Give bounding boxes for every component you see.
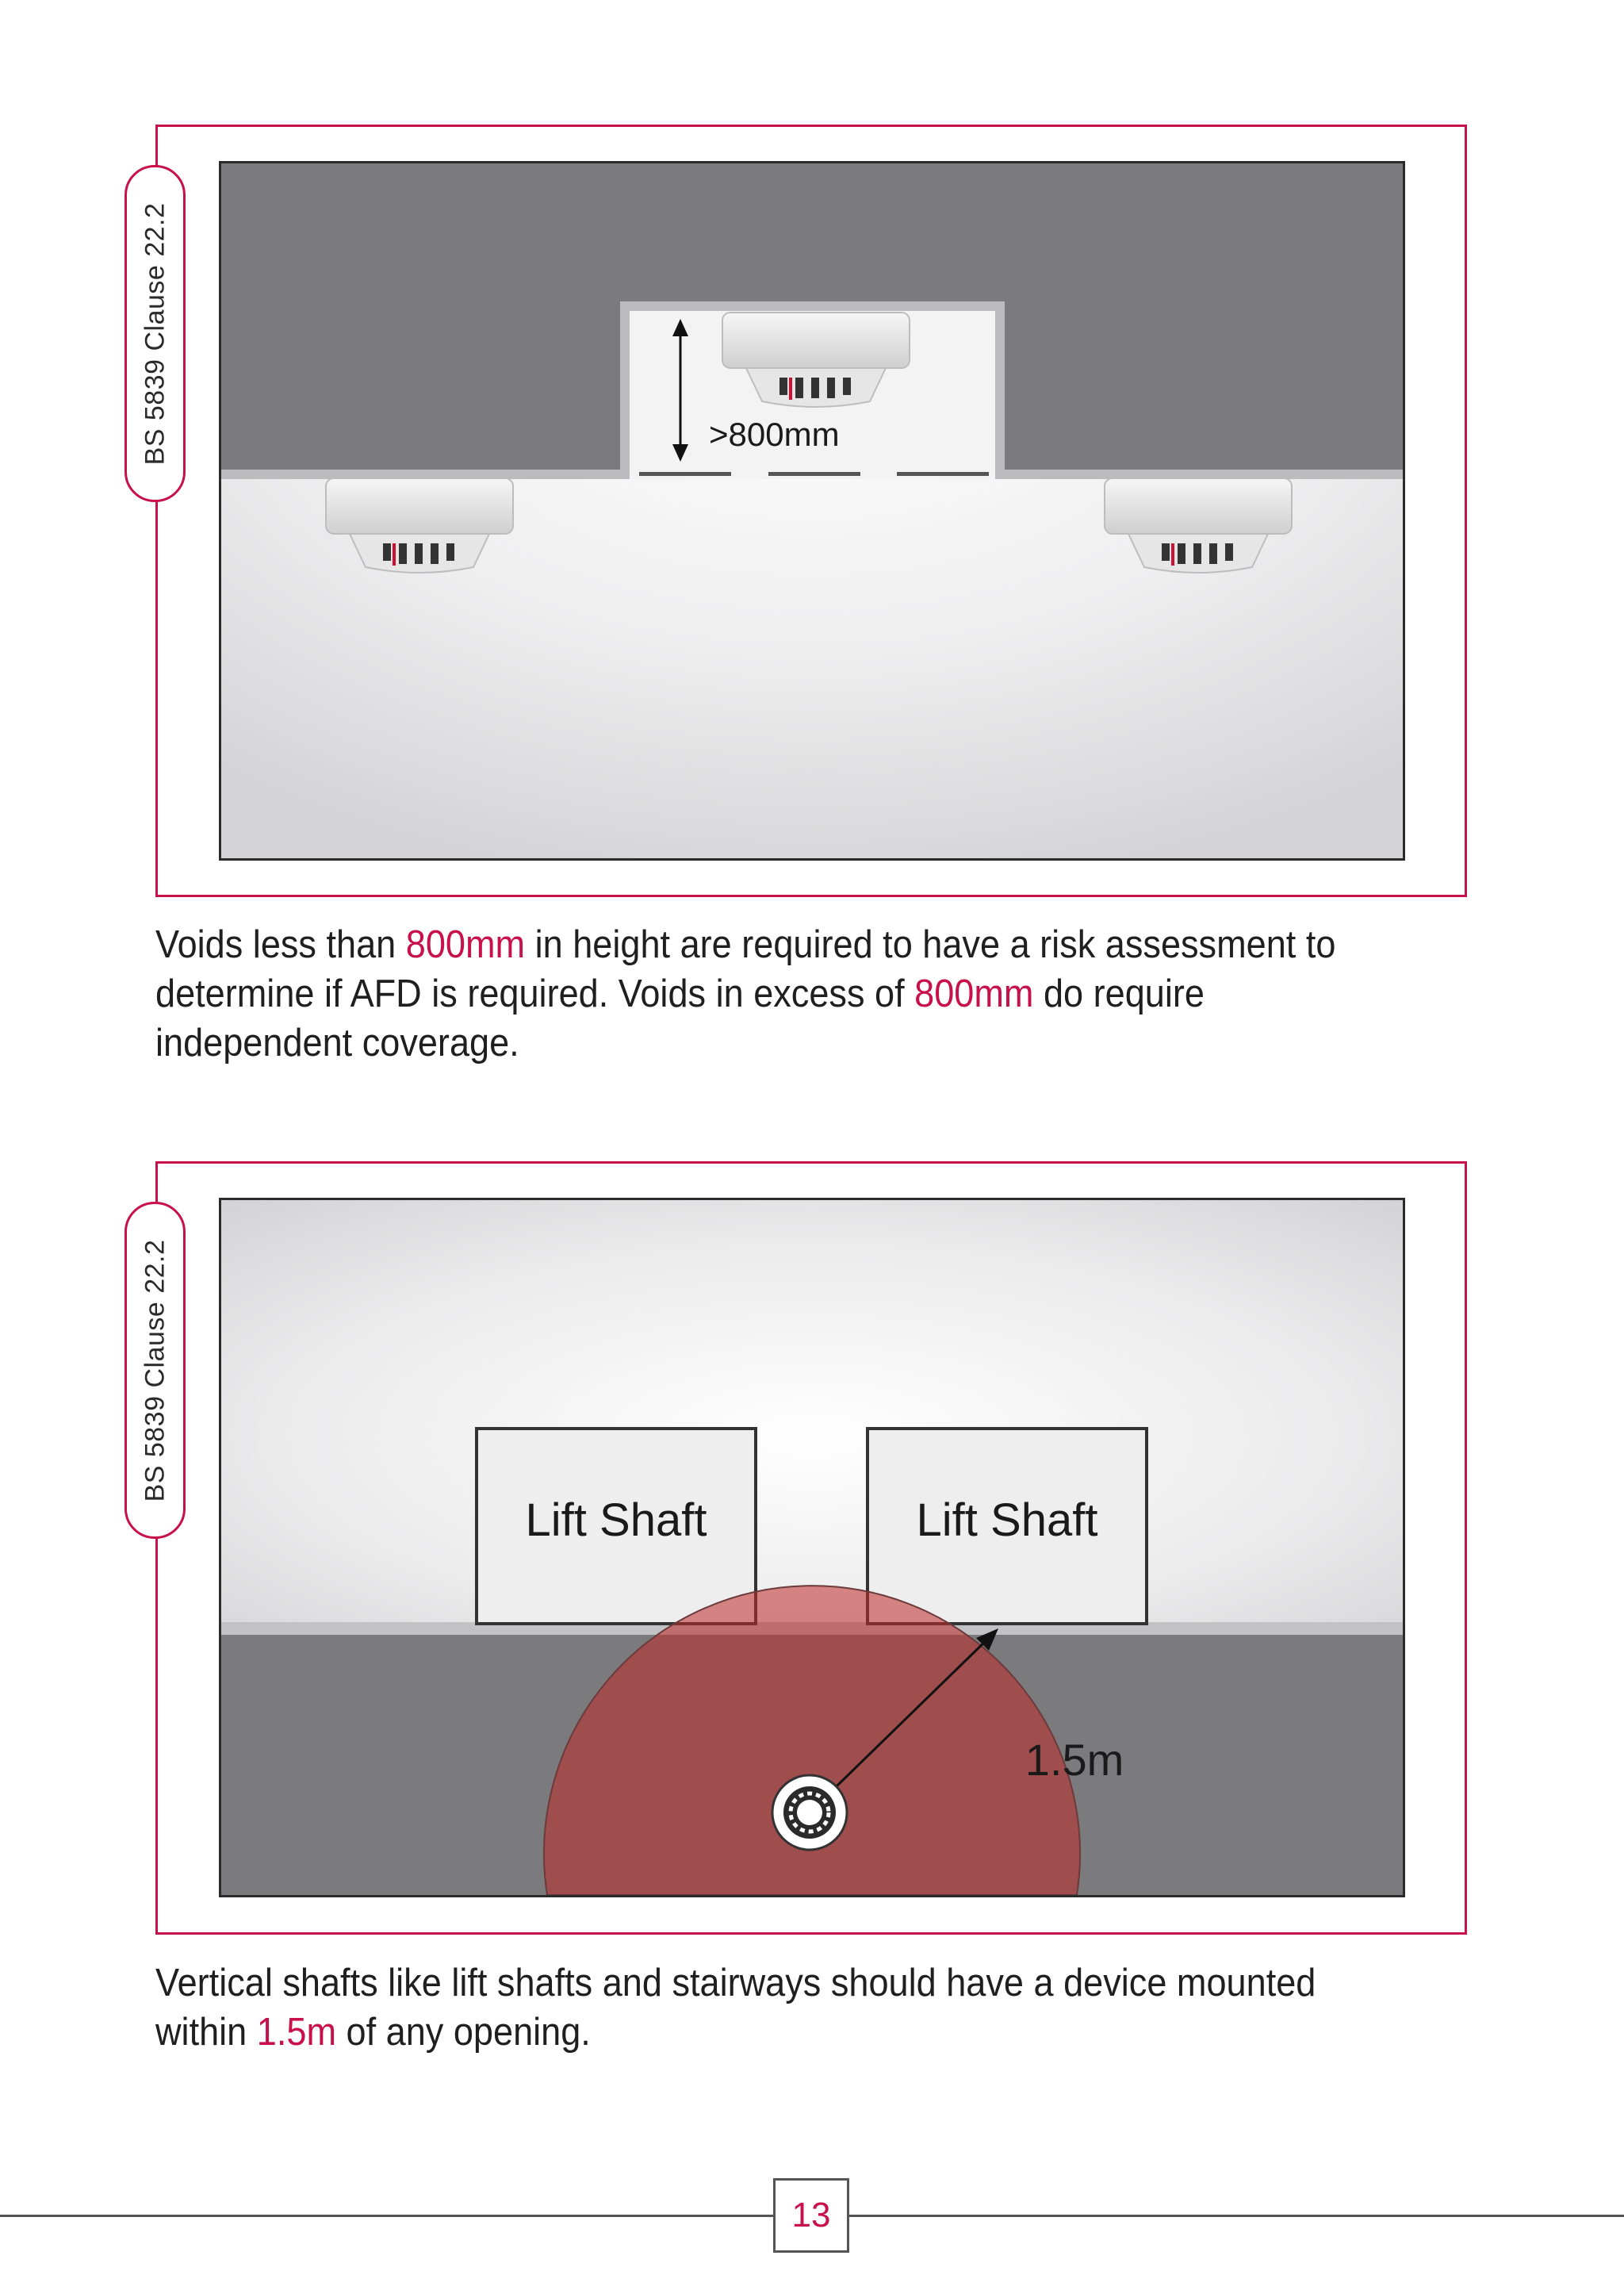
radius-label: 1.5m	[1025, 1735, 1124, 1785]
caption-text: in height are required to have a risk assessment to determine if AFD is required. Voids in excess of	[155, 923, 1336, 1015]
detector-top-view-icon	[772, 1775, 847, 1850]
lift-shaft-label: Lift Shaft	[916, 1494, 1098, 1546]
void-opening-dashes	[639, 472, 989, 476]
void-caption	[155, 920, 1396, 1068]
clause-label: BS 5839 Clause 22.2	[140, 1239, 170, 1502]
caption-text: Vertical shafts like lift shafts and stairways should have a device mounted within	[155, 1962, 1316, 2054]
footer-rule	[849, 2215, 1624, 2217]
footer-rule	[0, 2215, 773, 2217]
wall	[221, 1200, 1403, 1628]
clause-tab	[124, 1202, 186, 1539]
clause-tab	[124, 165, 186, 502]
caption-highlight: 800mm	[405, 923, 526, 966]
void-diagram	[219, 161, 1405, 861]
caption-text: of any opening.	[336, 2011, 591, 2054]
lift-shaft-diagram	[219, 1198, 1405, 1897]
page-number: 13	[773, 2178, 849, 2253]
lift-shaft-caption	[155, 1958, 1396, 2057]
caption-highlight: 800mm	[914, 972, 1034, 1015]
clause-label: BS 5839 Clause 22.2	[140, 202, 170, 465]
lift-shaft-label: Lift Shaft	[525, 1494, 707, 1546]
caption-text: do require independent coverage.	[155, 972, 1205, 1064]
caption-text: Voids less than	[155, 923, 406, 966]
dimension-label: >800mm	[709, 416, 840, 453]
caption-highlight: 1.5m	[256, 2011, 337, 2054]
